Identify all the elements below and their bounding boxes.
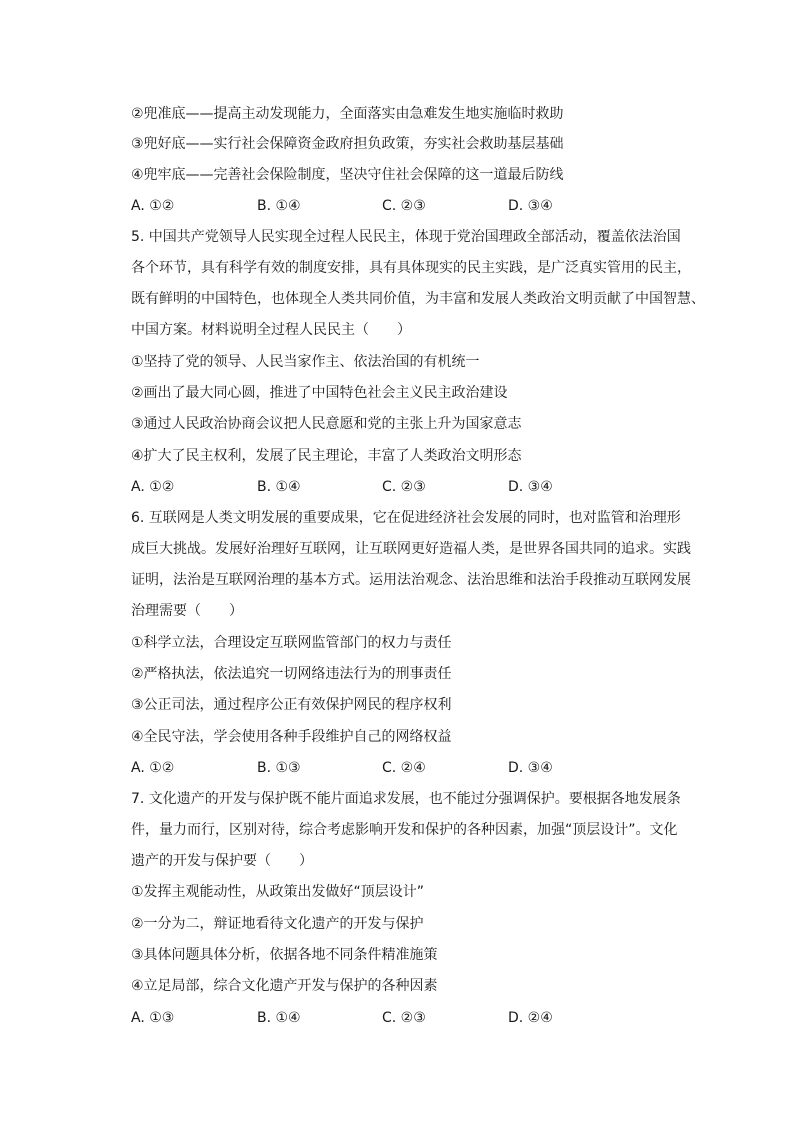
q6-option-d: D. ③④ bbox=[508, 760, 553, 776]
q7-choice-1: ①发挥主观能动性，从政策出发做好“顶层设计” bbox=[131, 884, 425, 900]
q7-option-c: C. ②③ bbox=[382, 1010, 426, 1026]
q7-stem-line-3: 遗产的开发与保护要（ ） bbox=[131, 853, 313, 869]
q4-option-b: B. ①④ bbox=[257, 198, 301, 214]
q5-choice-2: ②画出了最大同心圆，推进了中国特色社会主义民主政治建设 bbox=[131, 385, 508, 401]
q6-choice-1: ①科学立法，合理设定互联网监管部门的权力与责任 bbox=[131, 635, 452, 651]
q6-stem-line-3: 证明，法治是互联网治理的基本方式。运用法治观念、法治思维和法治手段推动互联网发展 bbox=[131, 572, 691, 588]
q4-choice-4: ④兜牢底——完善社会保险制度，坚决守住社会保障的这一道最后防线 bbox=[131, 167, 564, 183]
q4-option-a: A. ①② bbox=[131, 198, 175, 214]
q5-option-a: A. ①② bbox=[131, 479, 175, 495]
q5-stem-line-4: 中国方案。材料说明全过程人民民主（ ） bbox=[131, 322, 411, 338]
q7-choice-4: ④立足局部，综合文化遗产开发与保护的各种因素 bbox=[131, 978, 438, 994]
q4-option-d: D. ③④ bbox=[508, 198, 553, 214]
q7-option-b: B. ①④ bbox=[257, 1010, 301, 1026]
q6-choice-4: ④全民守法，学会使用各种手段维护自己的网络权益 bbox=[131, 729, 452, 745]
q5-option-d: D. ③④ bbox=[508, 479, 553, 495]
q7-choice-3: ③具体问题具体分析，依据各地不同条件精准施策 bbox=[131, 947, 438, 963]
q6-option-b: B. ①③ bbox=[257, 760, 301, 776]
q7-option-d: D. ②④ bbox=[508, 1010, 553, 1026]
q7-choice-2: ②一分为二，辩证地看待文化遗产的开发与保护 bbox=[131, 916, 424, 932]
q7-option-a: A. ①③ bbox=[131, 1010, 175, 1026]
q5-option-c: C. ②③ bbox=[382, 479, 426, 495]
q6-option-a: A. ①② bbox=[131, 760, 175, 776]
q5-choice-1: ①坚持了党的领导、人民当家作主、依法治国的有机统一 bbox=[131, 354, 480, 370]
q5-option-b: B. ①④ bbox=[257, 479, 301, 495]
q7-stem-line-1: 7. 文化遗产的开发与保护既不能片面追求发展，也不能过分强调保护。要根据各地发展条 bbox=[131, 791, 681, 807]
q6-option-c: C. ②④ bbox=[382, 760, 426, 776]
q6-stem-line-4: 治理需要（ ） bbox=[131, 603, 243, 619]
q5-stem-line-3: 既有鲜明的中国特色，也体现全人类共同价值，为丰富和发展人类政治文明贡献了中国智慧、 bbox=[131, 291, 705, 307]
q6-stem-line-2: 成巨大挑战。发展好治理好互联网，让互联网更好造福人类，是世界各国共同的追求。实践 bbox=[131, 541, 691, 557]
q4-option-c: C. ②③ bbox=[382, 198, 426, 214]
q6-stem-line-1: 6. 互联网是人类文明发展的重要成果，它在促进经济社会发展的同时，也对监管和治理形 bbox=[131, 510, 681, 526]
q5-stem-line-2: 各个环节，具有科学有效的制度安排，具有具体现实的民主实践，是广泛真实管用的民主， bbox=[131, 260, 691, 276]
q5-choice-4: ④扩大了民主权利，发展了民主理论，丰富了人类政治文明形态 bbox=[131, 448, 522, 464]
q5-stem-line-1: 5. 中国共产党领导人民实现全过程人民民主，体现于党治国理政全部活动，覆盖依法治国 bbox=[131, 229, 681, 245]
q5-choice-3: ③通过人民政治协商会议把人民意愿和党的主张上升为国家意志 bbox=[131, 416, 522, 432]
q4-choice-2: ②兜准底——提高主动发现能力，全面落实由急难发生地实施临时救助 bbox=[131, 106, 564, 122]
q4-choice-3: ③兜好底——实行社会保障资金政府担负政策，夯实社会救助基层基础 bbox=[131, 136, 564, 152]
q6-choice-2: ②严格执法，依法追究一切网络违法行为的刑事责任 bbox=[131, 666, 452, 682]
q6-choice-3: ③公正司法，通过程序公正有效保护网民的程序权利 bbox=[131, 697, 452, 713]
q7-stem-line-2: 件，量力而行，区别对待，综合考虑影响开发和保护的各种因素，加强“顶层设计”。文化 bbox=[131, 822, 678, 838]
